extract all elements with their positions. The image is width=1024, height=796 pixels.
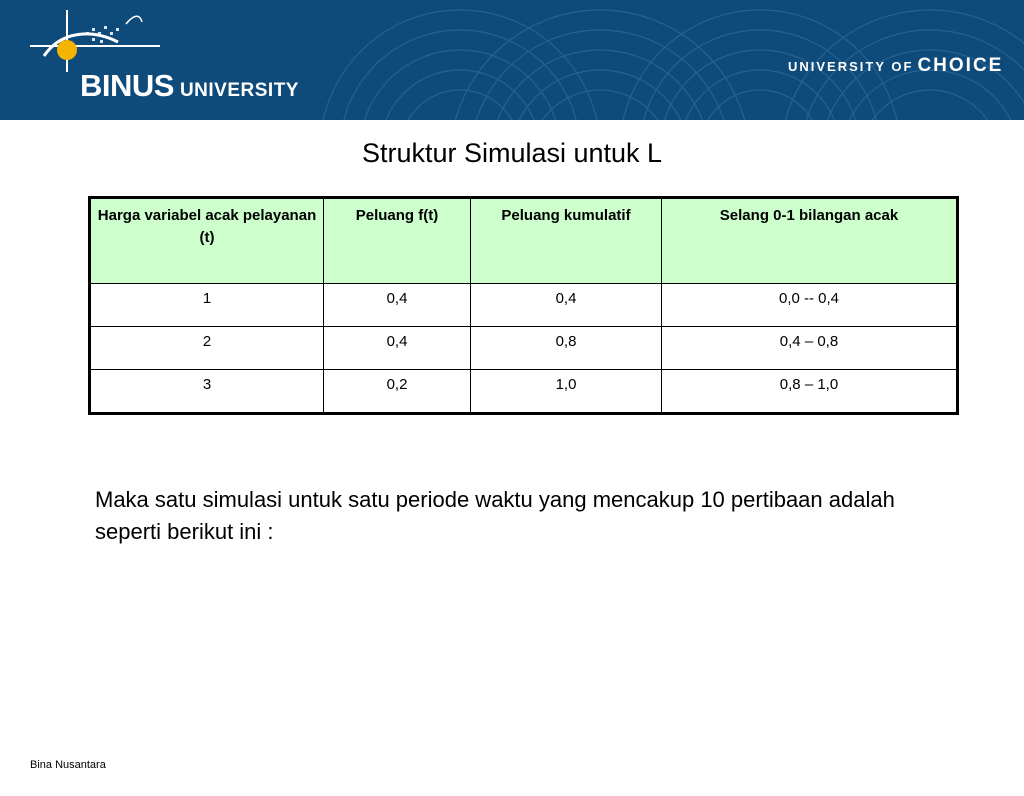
table-cell: 0,4 [471, 284, 662, 327]
column-header [90, 198, 324, 284]
column-header-text: Harga variabel acak pelayanan [97, 207, 317, 224]
tagline-prefix: UNIVERSITY OF [788, 59, 914, 74]
slide-title-text: Struktur Simulasi untuk L [361, 138, 663, 168]
table-cell: 0,4 [324, 327, 471, 370]
column-header-text: Peluang f(t) [355, 207, 439, 224]
column-header [662, 198, 958, 284]
logo-word-main: BINUS [80, 68, 174, 103]
table-cell: 0,2 [324, 370, 471, 414]
logo-word-sub: UNIVERSITY [179, 80, 299, 101]
body-paragraph: Maka satu simulasi untuk satu periode waktu yang mencakup 10 pertibaan adalah seperti berikut ini : [95, 487, 895, 544]
column-header-subtext: (t) [199, 229, 215, 246]
table-cell: 1 [90, 284, 324, 327]
table-header-row [90, 198, 958, 284]
table-cell: 0,4 [324, 284, 471, 327]
table-cell: 0,0 -- 0,4 [662, 284, 958, 327]
table-row [90, 284, 958, 327]
table-cell: 0,8 [471, 327, 662, 370]
column-header [471, 198, 662, 284]
column-header-text: Selang 0-1 bilangan acak [719, 207, 899, 224]
logo-wordmark [80, 68, 299, 104]
table-row [90, 327, 958, 370]
footer-text: Bina Nusantara [30, 759, 106, 771]
tagline [788, 55, 1003, 77]
simulation-table [88, 196, 959, 415]
binus-logo [30, 10, 320, 110]
tagline-emphasis: CHOICE [917, 55, 1004, 76]
table-cell: 1,0 [471, 370, 662, 414]
header-banner [0, 0, 1024, 120]
slide-title [0, 138, 1024, 169]
table-row [90, 370, 958, 414]
table-cell: 0,4 – 0,8 [662, 327, 958, 370]
table-cell: 0,8 – 1,0 [662, 370, 958, 414]
column-header [324, 198, 471, 284]
table-cell: 3 [90, 370, 324, 414]
table-cell: 2 [90, 327, 324, 370]
column-header-text: Peluang kumulatif [501, 207, 631, 224]
